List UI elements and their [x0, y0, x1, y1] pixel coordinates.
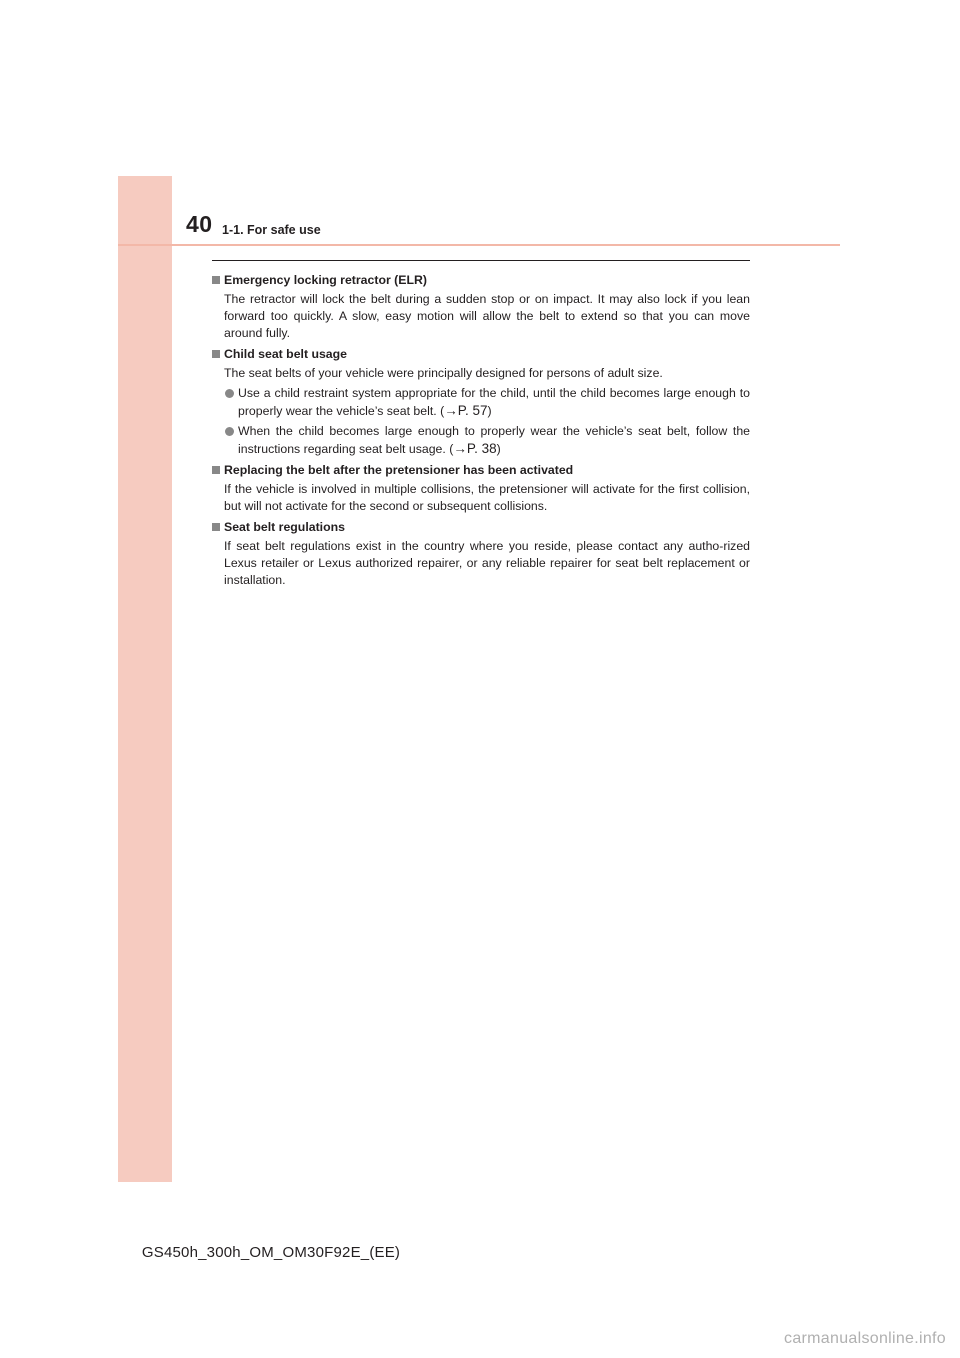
content-area — [212, 268, 750, 592]
square-bullet-icon — [212, 523, 220, 531]
watermark: carmanualsonline.info — [784, 1330, 946, 1347]
heading-text: Replacing the belt after the pretensioner has been activated — [224, 463, 574, 477]
section-paragraph: If the vehicle is involved in multiple collisions, the pretensioner will activate for the first collision, but will not activate for the second or subsequent collisions. — [224, 482, 750, 513]
list-item-close: ) — [487, 404, 492, 418]
section-title: 1-1. For safe use — [222, 223, 321, 237]
page-reference-link[interactable]: →P. 38 — [453, 441, 497, 456]
section-seat-belt-regulations — [212, 519, 750, 589]
square-bullet-icon — [212, 276, 220, 284]
heading-text: Seat belt regulations — [224, 520, 345, 534]
document-code: GS450h_300h_OM_OM30F92E_(EE) — [141, 1244, 401, 1261]
circle-bullet-icon — [225, 389, 234, 398]
section-replacing-belt — [212, 462, 750, 515]
content-top-rule — [212, 260, 750, 261]
header-rule — [118, 244, 840, 246]
section-paragraph: If seat belt regulations exist in the country where you reside, please contact any autho-rized Lexus retailer or Lexus authorized repairer, or any reliable repairer for seat belt replacement or installation. — [224, 539, 750, 587]
heading-text: Child seat belt usage — [224, 347, 347, 361]
list-item — [212, 385, 750, 420]
page-number: 40 — [186, 211, 213, 237]
circle-bullet-icon — [225, 427, 234, 436]
section-heading — [212, 462, 750, 479]
heading-text: Emergency locking retractor (ELR) — [224, 273, 427, 287]
square-bullet-icon — [212, 350, 220, 358]
section-heading — [212, 346, 750, 363]
section-heading — [212, 272, 750, 289]
square-bullet-icon — [212, 466, 220, 474]
list-item-text: Use a child restraint system appropriate for the child, until the child becomes large enough to properly wear the vehicle’s seat belt. ( — [238, 386, 750, 418]
section-elr — [212, 272, 750, 342]
page-reference-link[interactable]: →P. 57 — [444, 403, 488, 418]
section-child-seat-belt — [212, 346, 750, 458]
list-item — [212, 423, 750, 458]
section-paragraph: The seat belts of your vehicle were principally designed for persons of adult size. — [224, 366, 663, 380]
section-heading — [212, 519, 750, 536]
list-item-text: When the child becomes large enough to properly wear the vehicle’s seat belt, follow the instructions regarding seat belt usage. ( — [238, 424, 750, 456]
side-tab-band — [118, 176, 172, 1182]
list-item-close: ) — [496, 442, 501, 456]
section-paragraph: The retractor will lock the belt during a sudden stop or on impact. It may also lock if you lean forward too quickly. A slow, easy motion will allow the belt to extend so that you can move around fully. — [224, 292, 750, 340]
